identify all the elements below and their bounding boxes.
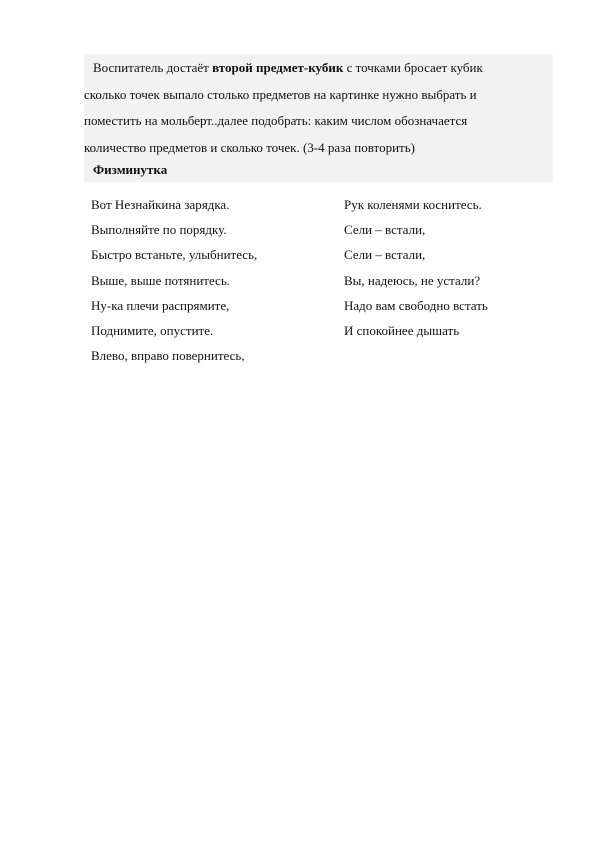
poem-line: И спокойнее дышать: [344, 323, 460, 339]
intro-paragraph: [84, 55, 553, 161]
poem-column-left: [91, 192, 257, 368]
poem-line: Поднимите, опустите.: [91, 323, 214, 339]
intro-line-1: [84, 55, 553, 82]
intro-line-3: поместить на мольберт..далее подобрать: каким числом обозначается: [84, 113, 468, 128]
poem-line: Выполняйте по порядку.: [91, 222, 227, 238]
intro-line-2: сколько точек выпало столько предметов на картинке нужно выбрать и: [84, 86, 477, 102]
poem-line: Рук коленями коснитесь.: [344, 197, 482, 212]
poem-line: Надо вам свободно встать: [344, 297, 488, 313]
poem-line: Сели – встали,: [344, 247, 426, 263]
intro-line-4: количество предметов и сколько точек. (3-4 раза повторить): [84, 139, 415, 155]
intro-bold-text: второй предмет-кубик: [212, 60, 344, 75]
poem-line: Быстро встаньте, улыбнитесь,: [91, 247, 258, 263]
poem-column-right: [344, 192, 488, 343]
poem-line: Влево, вправо повернитесь,: [91, 348, 245, 364]
intro-text-start: Воспитатель достаёт: [93, 60, 213, 75]
poem-line: Вот Незнайкина зарядка.: [91, 197, 230, 212]
poem-line: Ну-ка плечи распрямите,: [91, 297, 230, 313]
poem-line: Сели – встали,: [344, 222, 426, 238]
intro-text-end: с точками бросает кубик: [343, 60, 483, 75]
section-heading: Физминутка: [93, 162, 168, 177]
poem-line: Вы, надеюсь, не устали?: [344, 272, 481, 288]
poem-line: Выше, выше потянитесь.: [91, 272, 231, 288]
